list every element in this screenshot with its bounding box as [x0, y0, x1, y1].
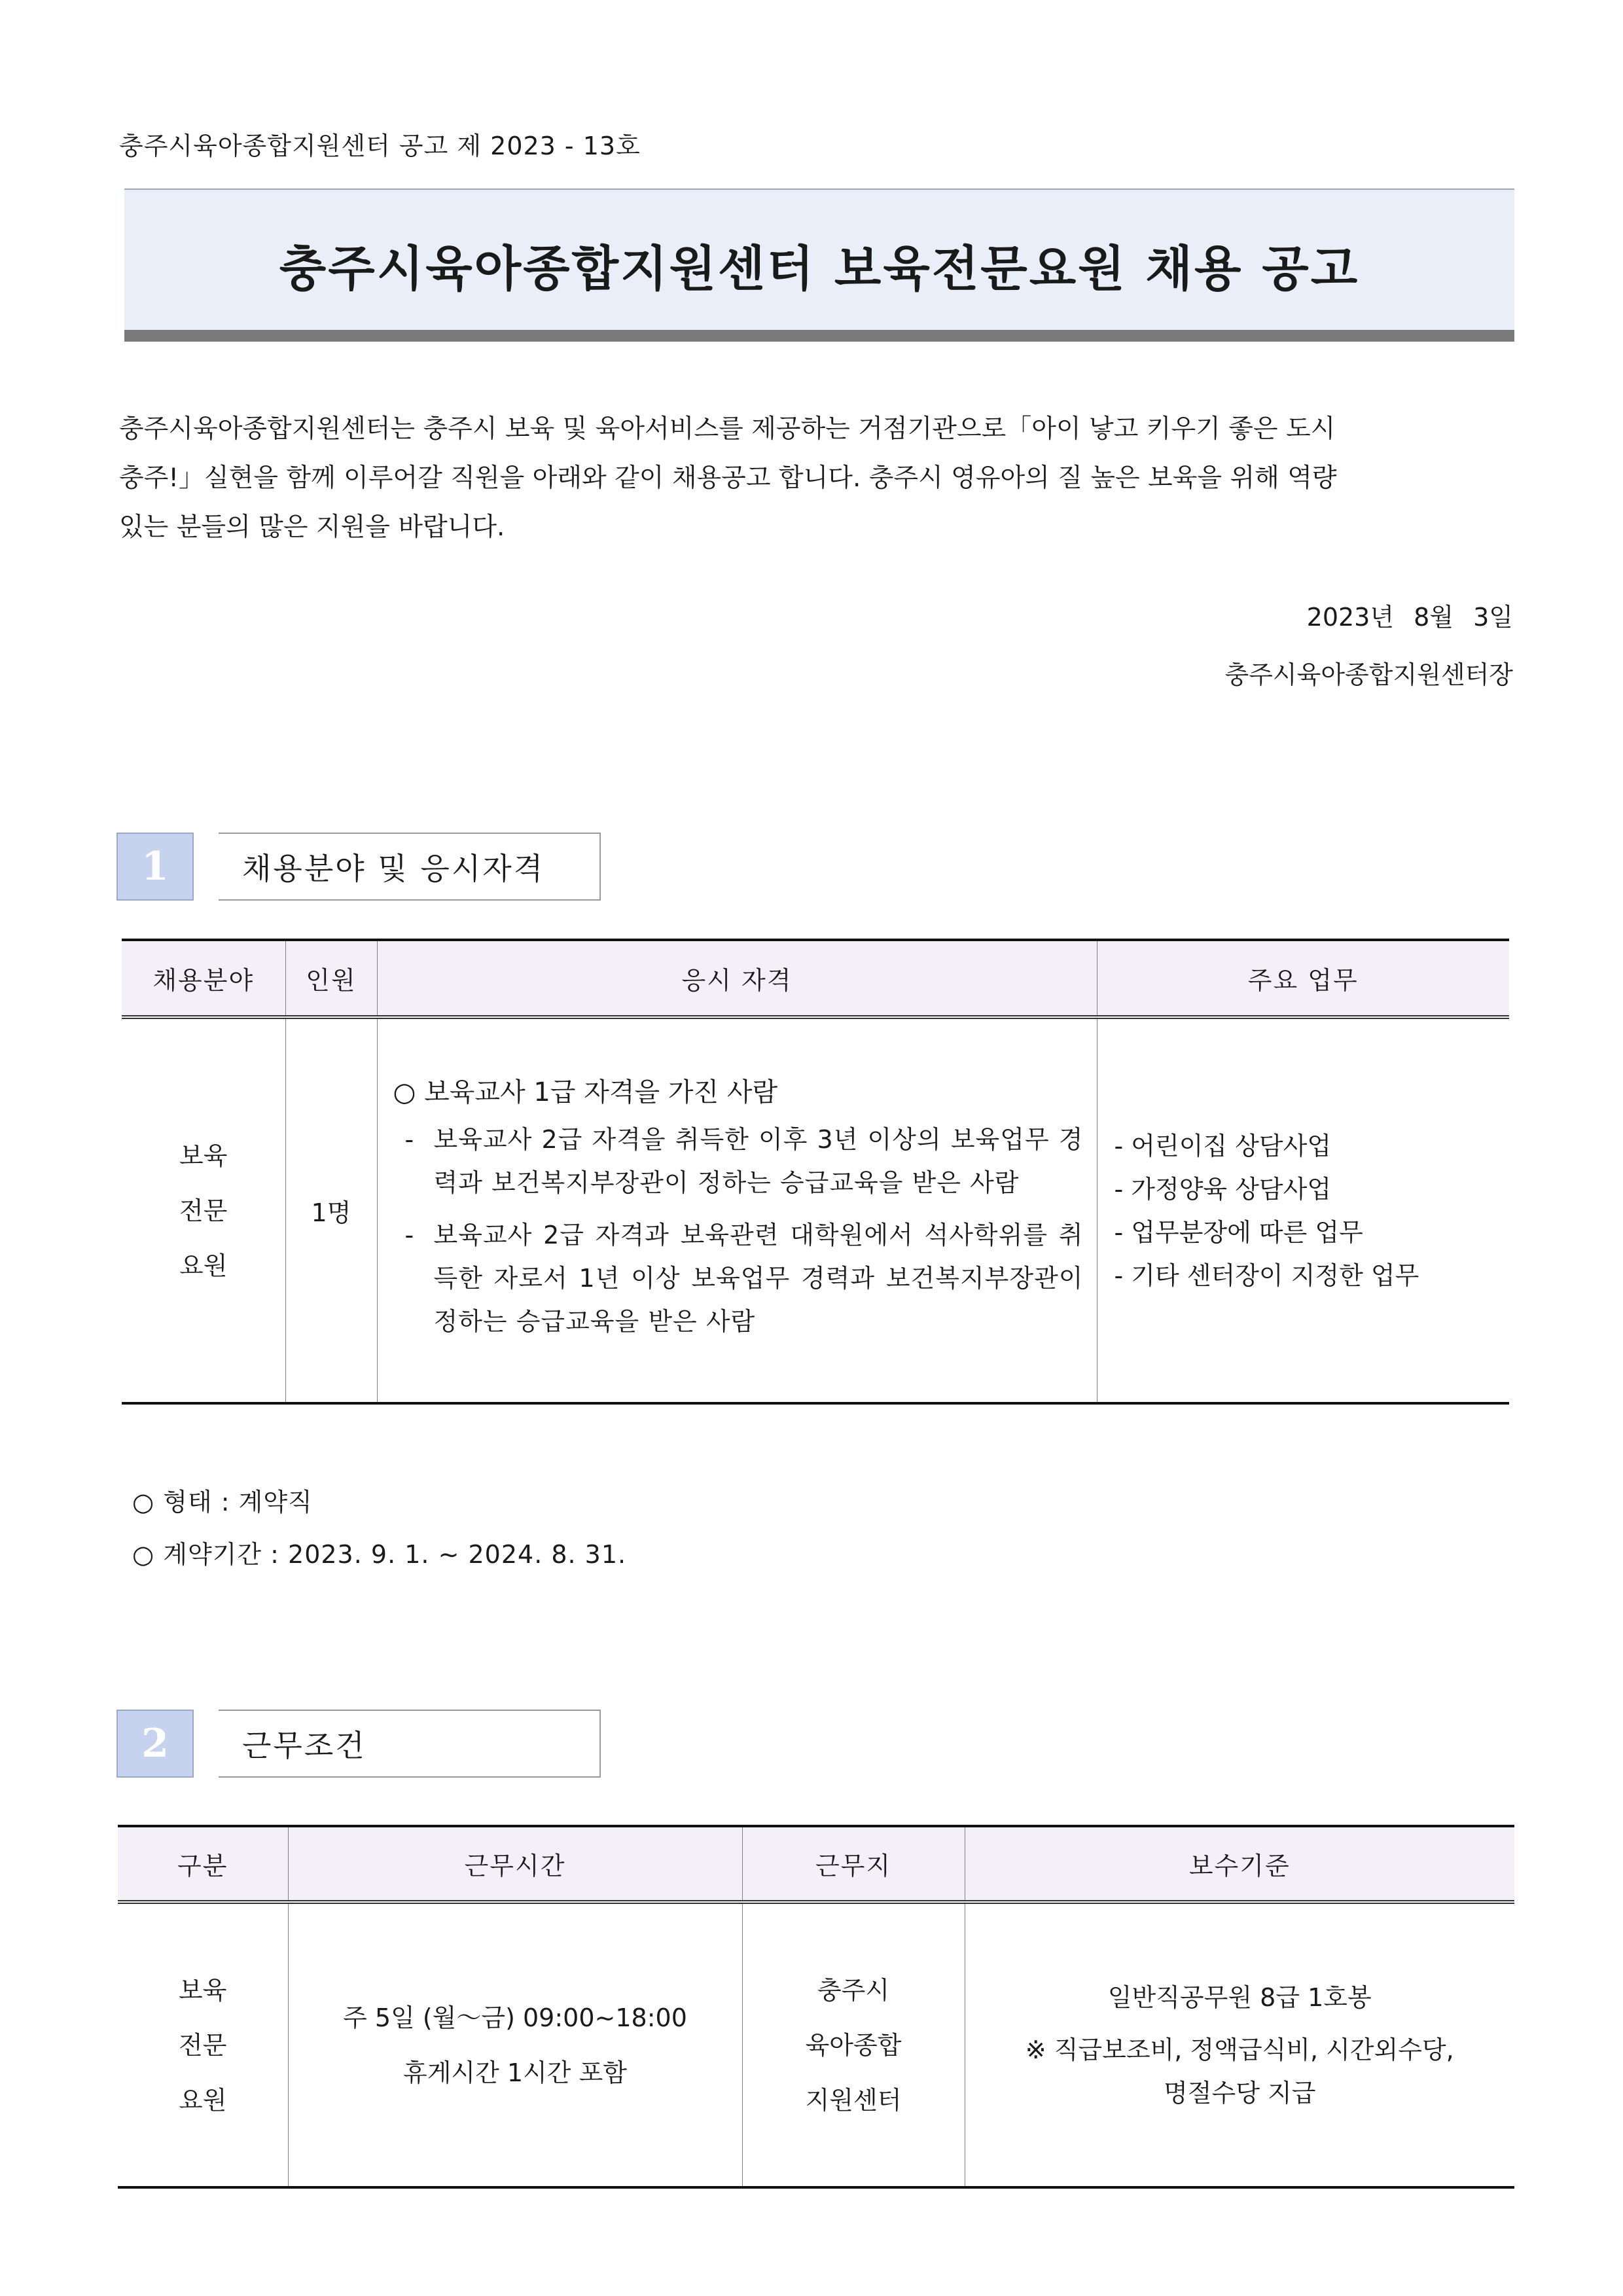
pay-line: 일반직공무원 8급 1호봉	[1107, 1982, 1372, 2012]
page-title: 충주시육아종합지원센터 보육전문요원 채용 공고	[279, 241, 1360, 297]
document-number: 충주시육아종합지원센터 공고 제 2023 - 13호	[119, 132, 641, 160]
header-duties: 주요 업무	[1097, 940, 1509, 1017]
header-qualification: 응시 자격	[377, 940, 1097, 1017]
location-cell	[742, 1902, 965, 2187]
title-underline-bar	[124, 330, 1514, 342]
intro-line: 충주시육아종합지원센터는 충주시 보육 및 육아서비스를 제공하는 거점기관으로「아이 낳고 키우기 좋은 도시	[119, 414, 1336, 444]
hours-line: 주 5일 (월～금) 09:00~18:00	[343, 2003, 687, 2032]
header-hours: 근무시간	[288, 1826, 742, 1902]
field-cell	[122, 1017, 285, 1403]
table-header-row	[118, 1826, 1514, 1902]
intro-line: 충주!」실현을 함께 이루어갈 직원을 아래와 같이 채용공고 합니다. 충주시 영유아의 질 높은 보육을 위해 역량	[119, 463, 1337, 493]
pay-cell	[965, 1902, 1514, 2187]
announcement-date: 2023년 8월 3일	[1306, 603, 1513, 632]
header-location: 근무지	[742, 1826, 965, 1902]
header-field: 채용분야	[122, 940, 285, 1017]
dash-mark: -	[404, 1221, 415, 1249]
division-cell	[118, 1902, 288, 2187]
field-line: 보육	[179, 1975, 227, 2005]
section-2-number: 2	[116, 1710, 194, 1778]
title-banner	[124, 188, 1514, 342]
section-1-title: 채용분야 및 응시자격	[219, 833, 601, 901]
duty-item: - 기타 센터장이 지정한 업무	[1114, 1261, 1419, 1290]
qualification-text: 보육교사 2급 자격과 보육관련 대학원에서 석사학위를 취득한 자로서 1년 이상 보육업무 경력과 보건복지부장관이 정하는 승급교육을 받은 사람	[433, 1221, 1084, 1336]
count-cell: 1명	[285, 1017, 377, 1403]
location-line: 육아종합	[805, 2030, 902, 2060]
qualification-head: ○ 보육교사 1급 자격을 가진 사람	[393, 1077, 778, 1107]
recruitment-table	[122, 939, 1509, 1405]
header-division: 구분	[118, 1826, 288, 1902]
duty-item: - 어린이집 상담사업	[1114, 1131, 1332, 1160]
pay-line: 명절수당 지급	[1164, 2078, 1316, 2108]
working-conditions-table	[118, 1825, 1514, 2189]
section-1-number: 1	[116, 833, 194, 901]
table-row	[122, 1017, 1509, 1403]
intro-line: 있는 분들의 많은 지원을 바랍니다.	[119, 512, 505, 542]
hours-cell	[288, 1902, 742, 2187]
qualification-text: 보육교사 2급 자격을 취득한 이후 3년 이상의 보육업무 경력과 보건복지부장관이 정하는 승급교육을 받은 사람	[433, 1125, 1084, 1197]
qualification-item	[393, 1213, 1084, 1343]
location-line: 충주시	[817, 1975, 890, 2005]
field-line: 전문	[179, 2030, 227, 2060]
location-line: 지원센터	[805, 2085, 902, 2115]
pay-line: ※ 직급보조비, 정액급식비, 시간외수당,	[1025, 2035, 1454, 2064]
header-pay: 보수기준	[965, 1826, 1514, 1902]
duty-item: - 가정양육 상담사업	[1114, 1174, 1332, 1204]
dash-mark: -	[404, 1125, 415, 1154]
employment-type: ○ 형태 : 계약직	[132, 1488, 313, 1516]
qualification-cell	[377, 1017, 1097, 1403]
header-count: 인원	[285, 940, 377, 1017]
field-line: 요원	[179, 1251, 228, 1280]
field-line: 요원	[179, 2085, 227, 2115]
table-header-row	[122, 940, 1509, 1017]
field-line: 보육	[179, 1141, 228, 1170]
intro-paragraph	[119, 404, 1507, 552]
section-2-title: 근무조건	[219, 1710, 601, 1778]
signer: 충주시육아종합지원센터장	[1224, 660, 1513, 689]
hours-line: 휴게시간 1시간 포함	[403, 2058, 627, 2087]
field-line: 전문	[179, 1196, 228, 1225]
qualification-item	[393, 1118, 1084, 1204]
duties-cell	[1097, 1017, 1509, 1403]
contract-period: ○ 계약기간 : 2023. 9. 1. ~ 2024. 8. 31.	[132, 1540, 627, 1569]
duty-item: - 업무분장에 따른 업무	[1114, 1217, 1363, 1247]
table-row	[118, 1902, 1514, 2187]
